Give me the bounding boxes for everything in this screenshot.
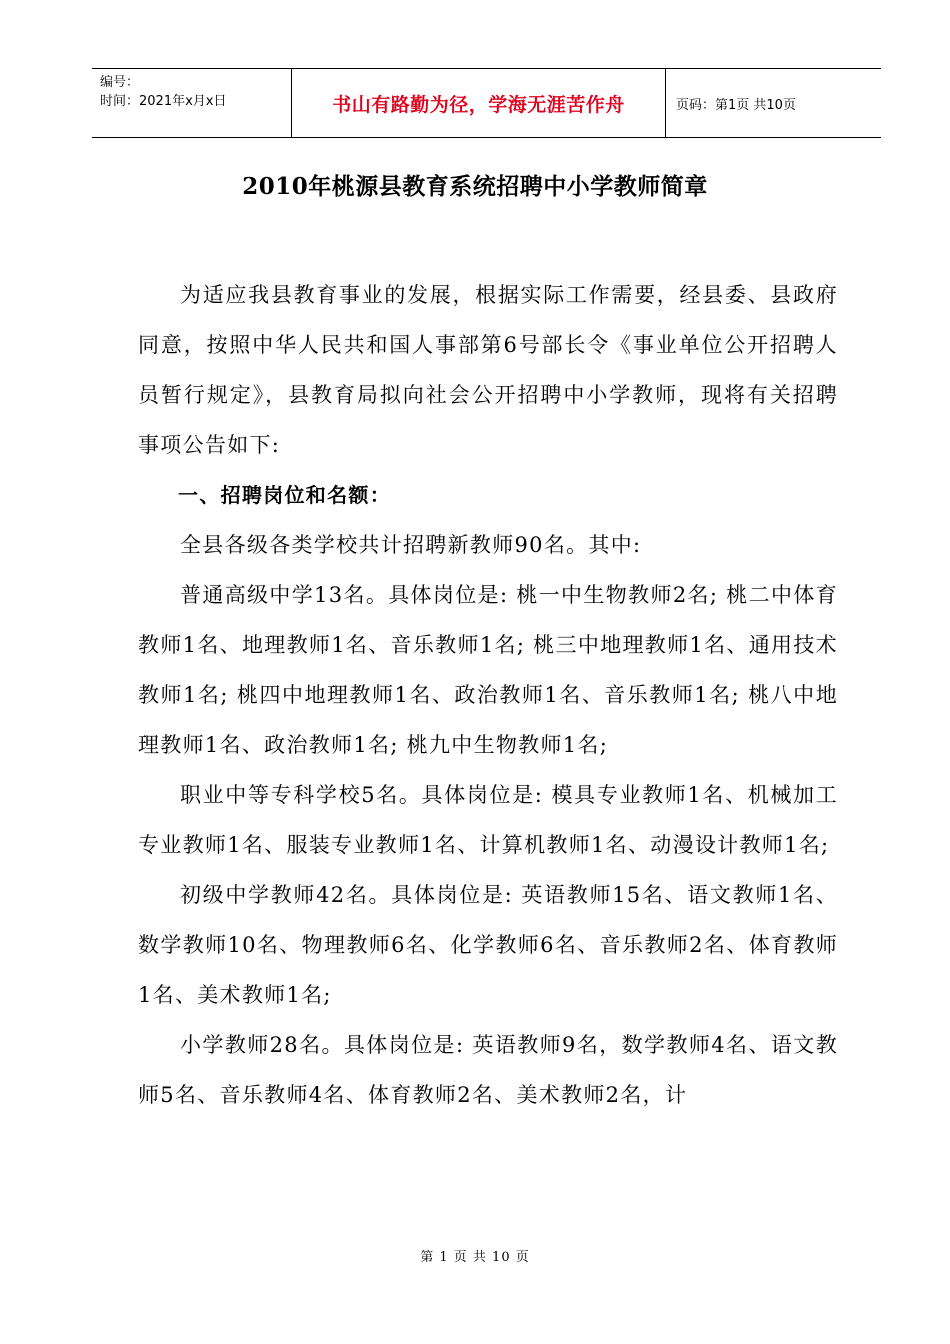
section-heading: 一、招聘岗位和名额： (178, 483, 391, 507)
paragraph-intro: 为适应我县教育事业的发展，根据实际工作需要，经县委、县政府同意，按照中华人民共和国人事部第6号部长令《事业单位公开招聘人员暂行规定》，县教育局拟向社会公开招聘中小学教师，现将有关招聘事项公告如下: (138, 283, 838, 457)
header-page-info: 页码：第1页 共10页 (676, 97, 796, 113)
header-meta (92, 69, 292, 137)
paragraph-high-school: 普通高级中学13名。具体岗位是: 桃一中生物教师2名; 桃二中体育教师1名、地理教师1名、音乐教师1名; 桃三中地理教师1名、通用技术教师1名; 桃四中地理教师1名、政治教师1名、音乐教师1名; 桃八中地理教师1名、政治教师1名; 桃九中生物教师1名; (138, 583, 838, 757)
paragraph-primary: 小学教师28名。具体岗位是: 英语教师9名，数学教师4名、语文教师5名、音乐教师4名、体育教师2名、美术教师2名，计 (138, 1033, 838, 1107)
serial-label: 编号： (100, 75, 140, 90)
time-label: 时间：2021年x月x日 (100, 94, 227, 109)
document-body (138, 270, 838, 1120)
paragraph-total: 全县各级各类学校共计招聘新教师90名。其中: (180, 533, 642, 557)
page-footer: 第 1 页 共 10 页 (420, 1250, 530, 1265)
paragraph-vocational: 职业中等专科学校5名。具体岗位是: 模具专业教师1名、机械加工专业教师1名、服装专业教师1名、计算机教师1名、动漫设计教师1名; (138, 783, 838, 857)
paragraph-junior-high: 初级中学教师42名。具体岗位是: 英语教师15名、语文教师1名、数学教师10名、物理教师6名、化学教师6名、音乐教师2名、体育教师1名、美术教师1名; (138, 883, 838, 1007)
page-header (92, 68, 881, 138)
document-title: 2010年桃源县教育系统招聘中小学教师简章 (242, 173, 708, 200)
header-motto: 书山有路勤为径，学海无涯苦作舟 (292, 69, 666, 137)
